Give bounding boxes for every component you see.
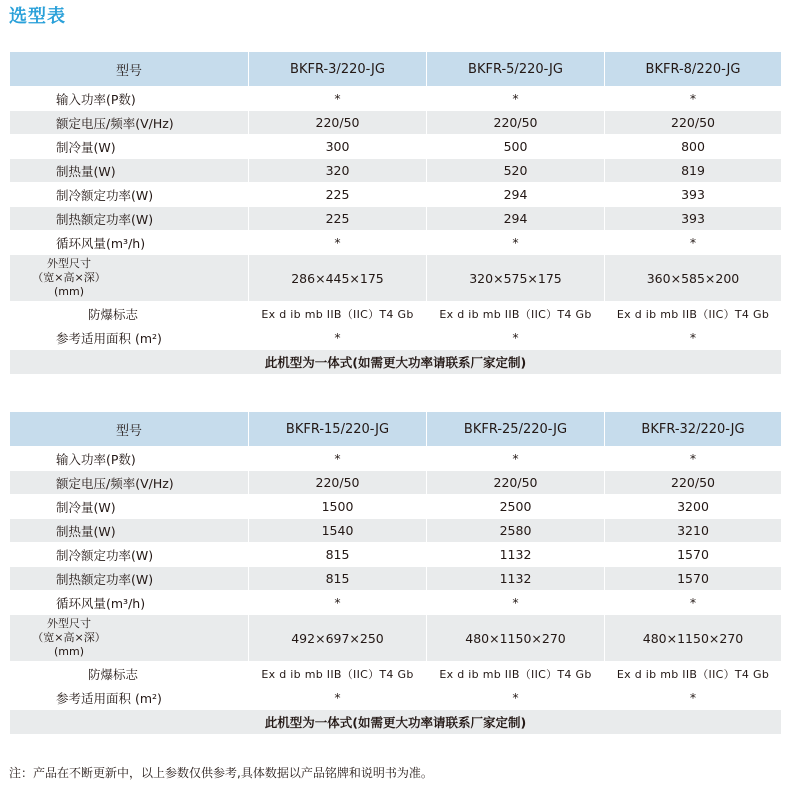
table-cell: 393: [605, 207, 782, 231]
table-cell: 3210: [605, 519, 782, 543]
model-name: BKFR-15/220-JG: [249, 412, 427, 447]
table-cell: 1540: [249, 519, 427, 543]
table-cell: *: [605, 87, 782, 111]
table-note-row: [10, 710, 782, 735]
table-row: [10, 495, 782, 519]
row-label: 参考适用面积 (m²): [10, 326, 249, 350]
table-cell: 819: [605, 159, 782, 183]
table-note: 此机型为一体式(如需更大功率请联系厂家定制): [10, 350, 782, 375]
table-cell: 225: [249, 183, 427, 207]
table-cell: 300: [249, 135, 427, 159]
table-row: [10, 111, 782, 135]
model-name: BKFR-32/220-JG: [605, 412, 782, 447]
table-cell: 220/50: [427, 111, 605, 135]
table-cell: *: [249, 447, 427, 471]
table-cell: 225: [249, 207, 427, 231]
dimension-label-line: (mm): [53, 285, 84, 298]
footnote: 注：产品在不断更新中，以上参数仅供参考,具体数据以产品铭牌和说明书为准。: [9, 766, 433, 780]
table-cell: 500: [427, 135, 605, 159]
table-cell: *: [605, 686, 782, 710]
table-cell: Ex d ib mb IIB（IIC）T4 Gb: [605, 302, 782, 326]
table-cell: *: [249, 231, 427, 255]
table-cell: 294: [427, 207, 605, 231]
table-cell: *: [605, 231, 782, 255]
dimension-label-line: （宽×高×深）: [32, 271, 106, 284]
dimension-label: [10, 255, 249, 302]
row-label: 制冷量(W): [10, 495, 249, 519]
model-label: 型号: [10, 52, 249, 87]
table-cell: Ex d ib mb IIB（IIC）T4 Gb: [249, 302, 427, 326]
table-row: [10, 686, 782, 710]
table-note-row: [10, 350, 782, 375]
model-label: 型号: [10, 412, 249, 447]
table-cell: 3200: [605, 495, 782, 519]
table-cell: 520: [427, 159, 605, 183]
table-row: [10, 615, 782, 662]
row-label: 防爆标志: [10, 662, 249, 686]
row-label: 循环风量(m³/h): [10, 231, 249, 255]
table-row: [10, 662, 782, 686]
table-cell: *: [427, 231, 605, 255]
table-row: [10, 135, 782, 159]
table-cell: *: [427, 326, 605, 350]
table-cell: 286×445×175: [249, 255, 427, 302]
table-cell: 1570: [605, 567, 782, 591]
table-row: [10, 447, 782, 471]
table-cell: 360×585×200: [605, 255, 782, 302]
table-cell: *: [249, 591, 427, 615]
spec-table-1: [9, 51, 782, 375]
row-label: 输入功率(P数): [10, 87, 249, 111]
table-cell: 320×575×175: [427, 255, 605, 302]
spec-table-2: [9, 411, 782, 735]
table-cell: 492×697×250: [249, 615, 427, 662]
table-cell: 815: [249, 567, 427, 591]
table-row: [10, 87, 782, 111]
table-cell: 1132: [427, 543, 605, 567]
table-cell: 2500: [427, 495, 605, 519]
row-label: 制热量(W): [10, 519, 249, 543]
table-cell: 220/50: [427, 471, 605, 495]
row-label: 输入功率(P数): [10, 447, 249, 471]
table-cell: *: [249, 686, 427, 710]
page-title: 选型表: [9, 6, 66, 27]
table-cell: *: [427, 447, 605, 471]
table-cell: 220/50: [249, 471, 427, 495]
table-cell: *: [427, 87, 605, 111]
table-row: [10, 183, 782, 207]
table-row: [10, 591, 782, 615]
table-row: [10, 255, 782, 302]
table-cell: 393: [605, 183, 782, 207]
table-cell: Ex d ib mb IIB（IIC）T4 Gb: [427, 302, 605, 326]
dimension-label: [10, 615, 249, 662]
table-header-row: [10, 52, 782, 87]
table-cell: 815: [249, 543, 427, 567]
table-cell: 220/50: [249, 111, 427, 135]
table-cell: 1570: [605, 543, 782, 567]
row-label: 额定电压/频率(V/Hz): [10, 111, 249, 135]
row-label: 参考适用面积 (m²): [10, 686, 249, 710]
table-note: 此机型为一体式(如需更大功率请联系厂家定制): [10, 710, 782, 735]
dimension-label-line: 外型尺寸: [47, 617, 91, 630]
table-row: [10, 519, 782, 543]
table-row: [10, 326, 782, 350]
table-cell: 220/50: [605, 471, 782, 495]
table-cell: *: [605, 447, 782, 471]
row-label: 循环风量(m³/h): [10, 591, 249, 615]
row-label: 制冷额定功率(W): [10, 543, 249, 567]
table-cell: 480×1150×270: [427, 615, 605, 662]
dimension-label-line: 外型尺寸: [47, 257, 91, 270]
table-row: [10, 207, 782, 231]
dimension-label-line: (mm): [53, 645, 84, 658]
row-label: 制热量(W): [10, 159, 249, 183]
table-cell: *: [249, 326, 427, 350]
dimension-label-line: （宽×高×深）: [32, 631, 106, 644]
table-cell: 320: [249, 159, 427, 183]
row-label: 制热额定功率(W): [10, 207, 249, 231]
table-cell: 1132: [427, 567, 605, 591]
table-cell: *: [605, 591, 782, 615]
table-row: [10, 567, 782, 591]
table-cell: 220/50: [605, 111, 782, 135]
table-row: [10, 302, 782, 326]
model-name: BKFR-8/220-JG: [605, 52, 782, 87]
table-header-row: [10, 412, 782, 447]
table-row: [10, 231, 782, 255]
model-name: BKFR-5/220-JG: [427, 52, 605, 87]
model-name: BKFR-3/220-JG: [249, 52, 427, 87]
table-cell: *: [249, 87, 427, 111]
table-cell: 294: [427, 183, 605, 207]
row-label: 制冷量(W): [10, 135, 249, 159]
table-row: [10, 543, 782, 567]
table-cell: Ex d ib mb IIB（IIC）T4 Gb: [427, 662, 605, 686]
table-cell: *: [427, 591, 605, 615]
row-label: 制冷额定功率(W): [10, 183, 249, 207]
table-cell: *: [427, 686, 605, 710]
table-cell: 2580: [427, 519, 605, 543]
model-name: BKFR-25/220-JG: [427, 412, 605, 447]
table-cell: Ex d ib mb IIB（IIC）T4 Gb: [605, 662, 782, 686]
table-cell: *: [605, 326, 782, 350]
table-cell: 480×1150×270: [605, 615, 782, 662]
row-label: 制热额定功率(W): [10, 567, 249, 591]
table-row: [10, 159, 782, 183]
table-cell: Ex d ib mb IIB（IIC）T4 Gb: [249, 662, 427, 686]
table-cell: 800: [605, 135, 782, 159]
row-label: 防爆标志: [10, 302, 249, 326]
table-cell: 1500: [249, 495, 427, 519]
row-label: 额定电压/频率(V/Hz): [10, 471, 249, 495]
table-row: [10, 471, 782, 495]
